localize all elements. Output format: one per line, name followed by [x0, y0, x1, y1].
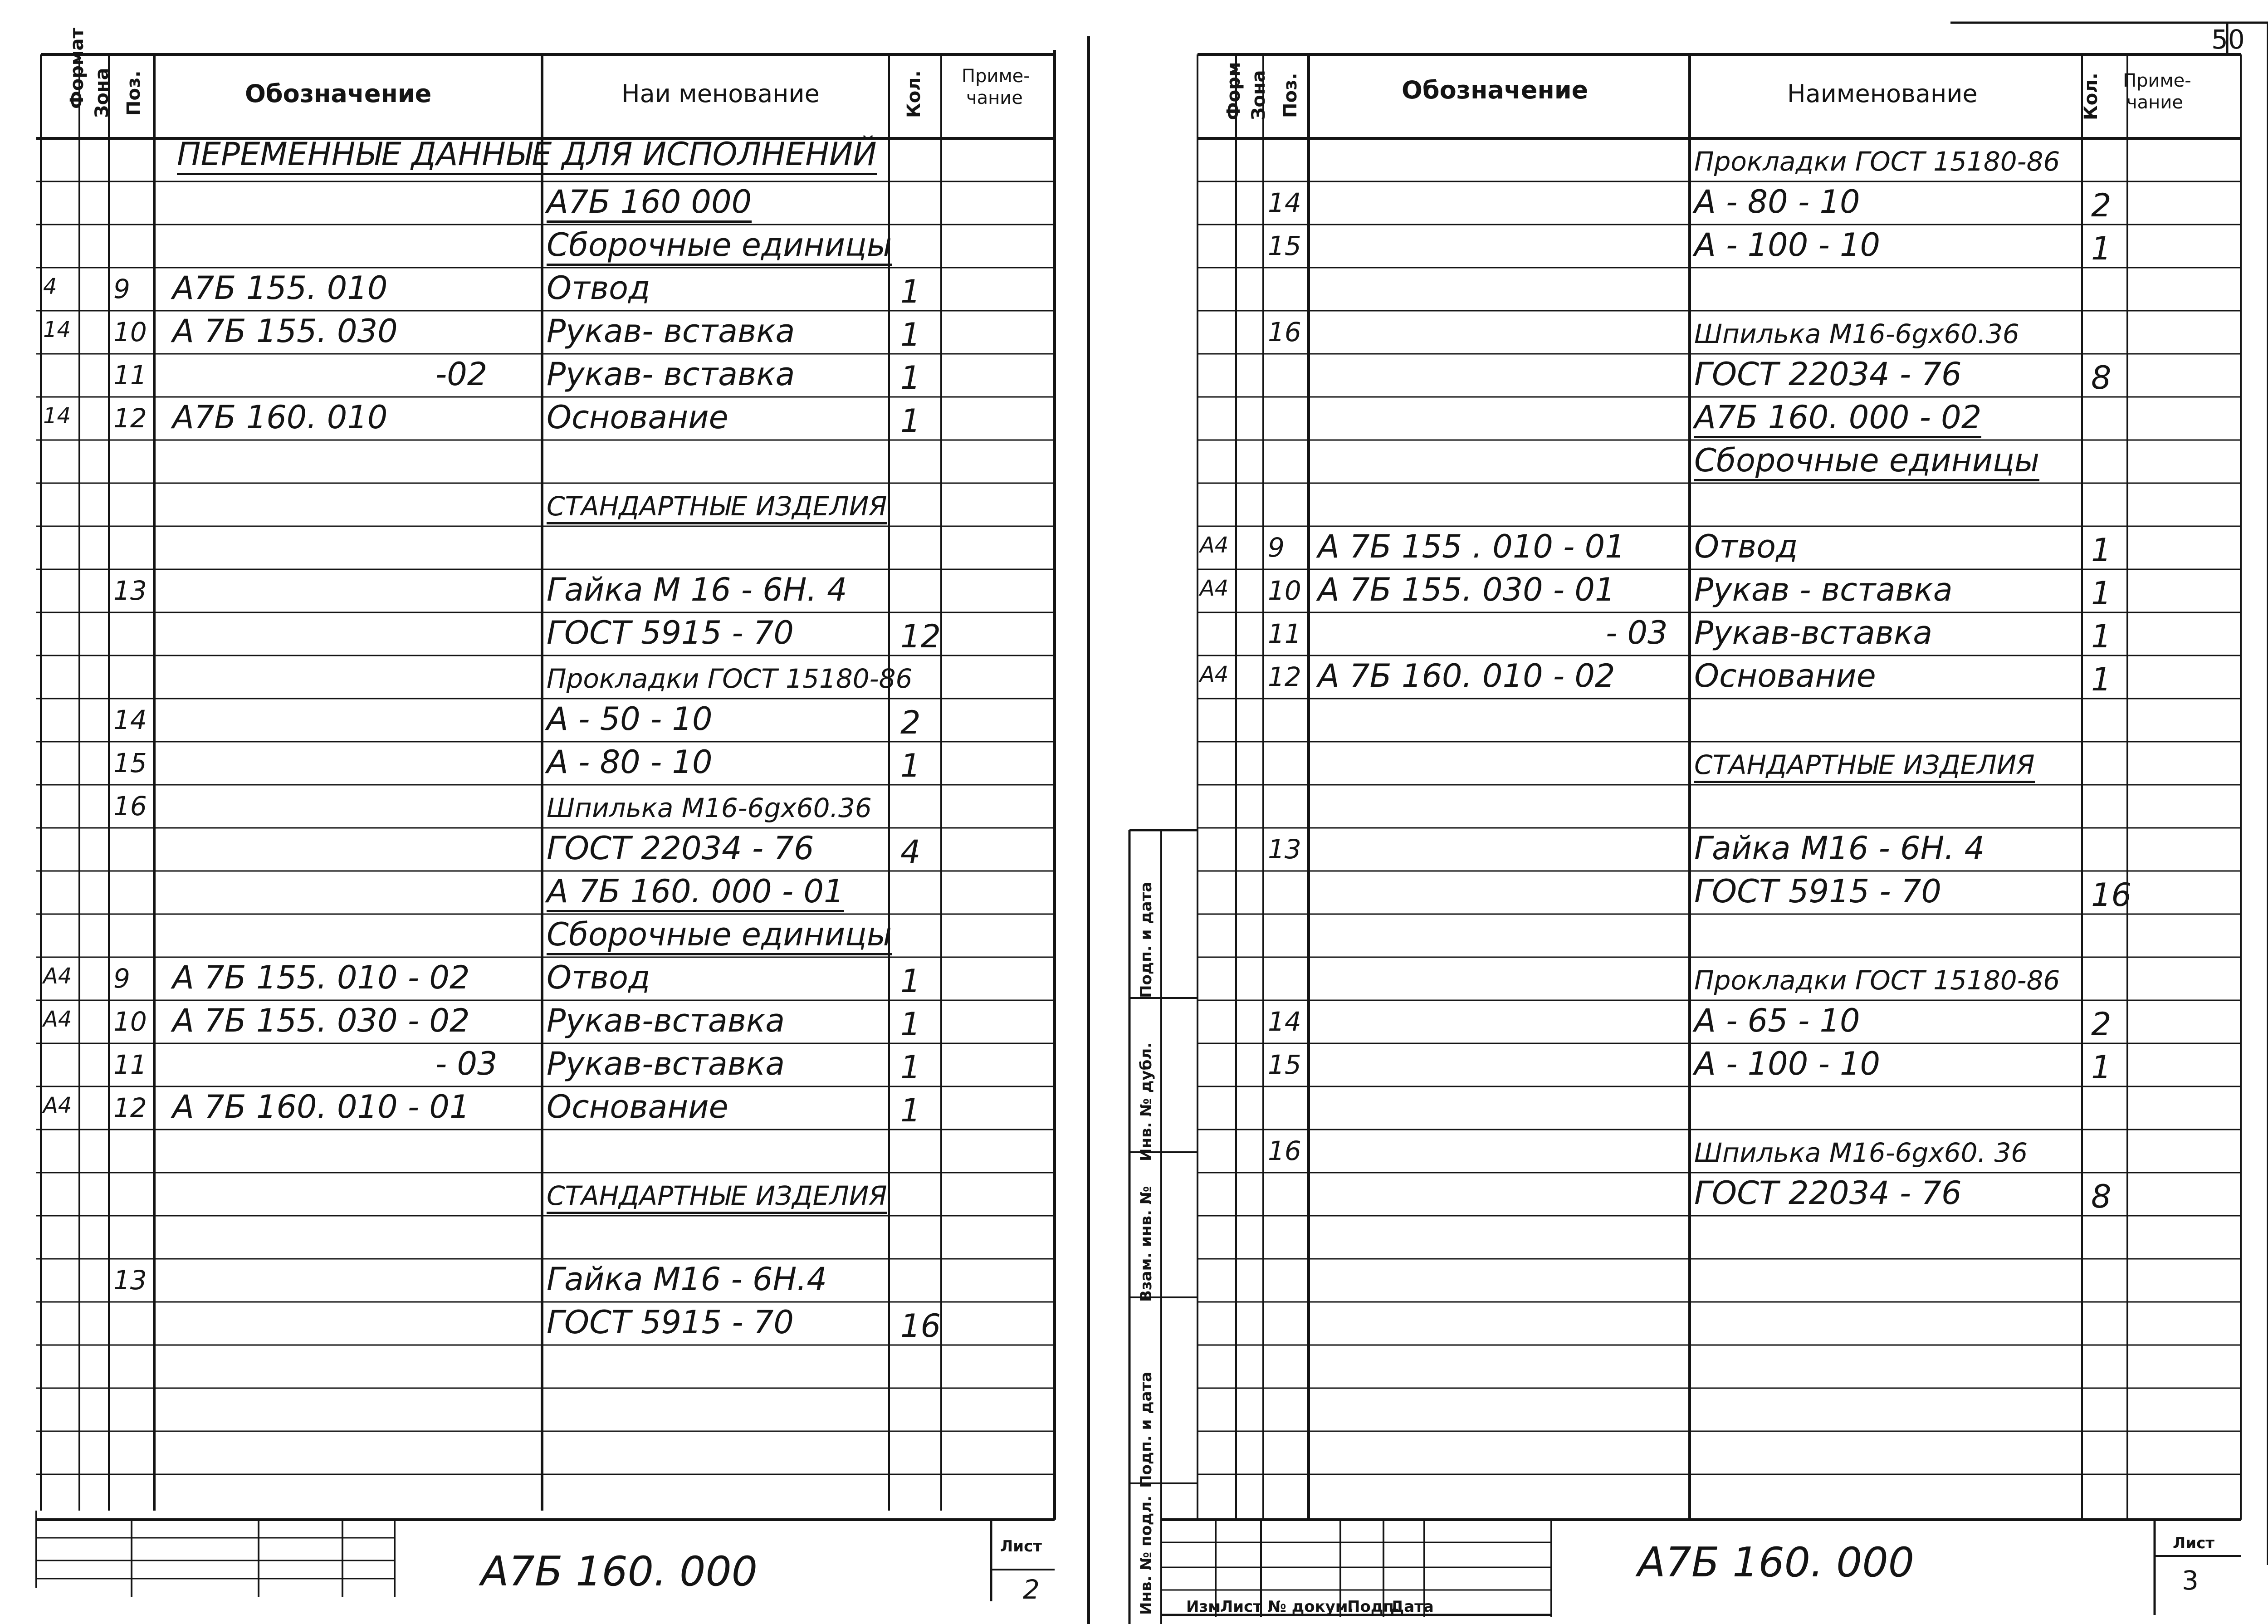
- row-format: А4: [43, 1093, 72, 1118]
- row-designation: А 7Б 155 . 010 - 01: [1318, 528, 1625, 565]
- row-position: 13: [113, 1265, 147, 1296]
- row-position: 9: [113, 274, 130, 304]
- row-position: 11: [113, 360, 147, 391]
- row-designation: А 7Б 160. 010 - 02: [1318, 657, 1615, 695]
- row-name: А - 65 - 10: [1694, 1002, 1860, 1039]
- row-position: 12: [1268, 661, 1301, 692]
- right-sheet-label: Лист: [2173, 1534, 2214, 1552]
- row-quantity: 4: [900, 833, 921, 871]
- row-position: 9: [113, 963, 130, 994]
- row-designation: А 7Б 155. 010 - 02: [172, 959, 470, 996]
- header-note-1: Приме-: [962, 66, 1030, 87]
- row-position: 10: [113, 1006, 147, 1037]
- row-name: Сборочные единицы: [1694, 445, 2039, 481]
- row-position: 15: [113, 748, 147, 778]
- row-format: А4: [43, 1007, 72, 1032]
- row-name: Рукав- вставка: [547, 356, 795, 393]
- row-name: А - 100 - 10: [1694, 226, 1881, 264]
- row-quantity: 1: [2091, 230, 2112, 267]
- row-name: ГОСТ 5915 - 70: [547, 614, 794, 651]
- row-format: А4: [1200, 662, 1229, 687]
- row-quantity: 1: [2091, 1049, 2112, 1086]
- row-designation: А 7Б 155. 030: [172, 313, 398, 350]
- side-label-orig-inv: Инв. № подл.: [1137, 1495, 1155, 1615]
- row-name: А - 100 - 10: [1694, 1045, 1881, 1082]
- row-quantity: 16: [2091, 876, 2132, 914]
- row-name: Рукав-вставка: [547, 1045, 785, 1082]
- row-position: 16: [1268, 317, 1301, 347]
- row-position: 13: [1268, 834, 1301, 865]
- row-quantity: 1: [2091, 618, 2112, 655]
- row-designation: А 7Б 155. 030 - 01: [1318, 571, 1615, 608]
- row-quantity: 16: [900, 1307, 941, 1345]
- row-designation: - 03: [435, 1045, 498, 1082]
- row-designation: -02: [435, 356, 488, 393]
- row-quantity: 1: [2091, 532, 2112, 569]
- row-position: 10: [113, 317, 147, 347]
- row-name: Шпилька М16-6gх60. 36: [1694, 1137, 2028, 1168]
- row-designation: - 03: [1606, 614, 1668, 651]
- side-label-dup-inv: Инв. № дубл.: [1137, 1042, 1155, 1161]
- row-name: Гайка М16 - 6Н.4: [547, 1261, 827, 1298]
- row-position: 12: [113, 403, 147, 434]
- row-designation: А 7Б 155. 030 - 02: [172, 1002, 470, 1039]
- header-note-right-1: Приме-: [2123, 70, 2191, 91]
- row-designation: А7Б 160. 010: [172, 399, 388, 436]
- left-sheet: [0, 0, 1098, 1624]
- row-format: 14: [43, 403, 71, 429]
- page-number: 50: [2211, 24, 2245, 55]
- row-name: Отвод: [547, 269, 650, 307]
- row-name: ГОСТ 22034 - 76: [1694, 1174, 1962, 1212]
- row-name: ГОСТ 22034 - 76: [1694, 356, 1962, 393]
- row-quantity: 1: [900, 963, 921, 1000]
- row-position: 11: [113, 1049, 147, 1080]
- row-name: Прокладки ГОСТ 15180-86: [1694, 965, 2060, 996]
- row-format: 4: [43, 274, 57, 299]
- row-designation: А 7Б 160. 010 - 01: [172, 1088, 470, 1125]
- header-name: Наи менование: [621, 79, 820, 108]
- row-position: 11: [1268, 618, 1301, 649]
- row-name: Рукав-вставка: [547, 1002, 785, 1039]
- row-quantity: 1: [900, 1049, 921, 1086]
- row-position: 10: [1268, 575, 1301, 606]
- row-name: Гайка М16 - 6Н. 4: [1694, 830, 1985, 867]
- row-name: ГОСТ 5915 - 70: [1694, 873, 1941, 910]
- row-format: А4: [43, 964, 72, 989]
- row-name: А - 50 - 10: [547, 700, 713, 738]
- row-name: Отвод: [547, 959, 650, 996]
- row-quantity: 2: [2091, 187, 2112, 224]
- row-name: Шпилька М16-6gх60.36: [1694, 318, 2019, 349]
- row-name: Гайка М 16 - 6Н. 4: [547, 571, 847, 608]
- tb-col-date: Дата: [1390, 1598, 1434, 1616]
- header-note-right-2: чание: [2126, 92, 2183, 113]
- row-quantity: 12: [900, 618, 941, 655]
- header-note-2: чание: [966, 88, 1023, 108]
- left-title-doc: А7Б 160. 000: [481, 1548, 758, 1595]
- row-format: А4: [1200, 576, 1229, 601]
- row-name: Основание: [547, 1088, 728, 1125]
- side-label-repl-inv: Взам. инв. №: [1137, 1186, 1155, 1302]
- header-qty: Кол.: [904, 70, 924, 118]
- row-name: Отвод: [1694, 528, 1798, 565]
- row-position: 14: [1268, 1006, 1301, 1037]
- row-name: А - 80 - 10: [547, 744, 713, 781]
- row-name: Основание: [547, 399, 728, 436]
- row-name: Прокладки ГОСТ 15180-86: [1694, 146, 2060, 177]
- side-label-sign-date-1: Подп. и дата: [1137, 881, 1155, 998]
- row-quantity: 2: [900, 704, 921, 741]
- row-position: 9: [1268, 532, 1285, 563]
- side-label-sign-date-2: Подп. и дата: [1137, 1371, 1155, 1488]
- row-name: СТАНДАРТНЫЕ ИЗДЕЛИЯ: [547, 493, 887, 524]
- row-name: ГОСТ 22034 - 76: [547, 830, 814, 867]
- header-designation: Обозначение: [245, 79, 432, 108]
- row-position: 12: [113, 1092, 147, 1123]
- header-designation-right: Обозначение: [1402, 76, 1589, 104]
- header-zone: Зона: [92, 68, 112, 118]
- row-quantity: 1: [900, 1092, 921, 1129]
- row-position: 15: [1268, 1049, 1301, 1080]
- row-position: 14: [1268, 187, 1301, 218]
- row-name: Сборочные единицы: [547, 229, 892, 266]
- tb-col-sign: Подп.: [1347, 1598, 1400, 1616]
- row-name: Основание: [1694, 657, 1876, 695]
- right-title-doc: А7Б 160. 000: [1637, 1539, 1914, 1586]
- row-quantity: 1: [900, 273, 921, 310]
- row-name: Рукав- вставка: [547, 313, 795, 350]
- row-quantity: 8: [2091, 359, 2112, 396]
- row-quantity: 1: [900, 747, 921, 784]
- row-name: СТАНДАРТНЫЕ ИЗДЕЛИЯ: [547, 1183, 887, 1214]
- row-quantity: 1: [900, 1006, 921, 1043]
- row-position: 15: [1268, 230, 1301, 261]
- row-name: А - 80 - 10: [1694, 183, 1860, 220]
- row-name: Прокладки ГОСТ 15180-86: [547, 663, 913, 694]
- left-sheet-label: Лист: [1000, 1537, 1042, 1556]
- row-position: 13: [113, 575, 147, 606]
- left-sheet-number: 2: [1023, 1574, 1040, 1605]
- header-zone-right: Зона: [1248, 70, 1269, 120]
- row-quantity: 1: [900, 316, 921, 353]
- row-position: 16: [113, 791, 147, 822]
- row-quantity: 1: [900, 402, 921, 440]
- row-name: А7Б 160. 000 - 02: [1694, 401, 1981, 438]
- tb-col-list: Лист: [1220, 1598, 1262, 1616]
- section-title: ПЕРЕМЕННЫЕ ДАННЫЕ ДЛЯ ИСПОЛНЕНИЙ: [177, 138, 877, 175]
- header-name-right: Наименование: [1787, 79, 1978, 108]
- header-pos: Поз.: [123, 70, 144, 116]
- row-format: А4: [1200, 533, 1229, 558]
- row-name: Рукав - вставка: [1694, 571, 1953, 608]
- row-quantity: 1: [2091, 575, 2112, 612]
- row-position: 16: [1268, 1135, 1301, 1166]
- row-quantity: 1: [2091, 661, 2112, 698]
- header-pos-right: Поз.: [1280, 73, 1301, 118]
- row-name: Шпилька М16-6gх60.36: [547, 792, 872, 823]
- row-name: ГОСТ 5915 - 70: [547, 1304, 794, 1341]
- right-sheet: [1111, 0, 2268, 1624]
- row-quantity: 2: [2091, 1006, 2112, 1043]
- row-format: 14: [43, 317, 71, 342]
- header-qty-right: Кол.: [2081, 73, 2102, 120]
- row-name: СТАНДАРТНЫЕ ИЗДЕЛИЯ: [1694, 752, 2035, 783]
- row-name: Рукав-вставка: [1694, 614, 1933, 651]
- tb-col-izm: Изм: [1186, 1598, 1221, 1616]
- row-name: А 7Б 160. 000 - 01: [547, 876, 844, 912]
- row-name: Сборочные единицы: [547, 919, 892, 955]
- header-format-right: Форм: [1223, 62, 1244, 120]
- row-designation: А7Б 155. 010: [172, 269, 388, 307]
- row-name: А7Б 160 000: [547, 186, 752, 223]
- row-quantity: 1: [900, 359, 921, 396]
- header-format: Формат: [67, 28, 88, 109]
- right-sheet-number: 3: [2182, 1565, 2199, 1596]
- row-quantity: 8: [2091, 1178, 2112, 1215]
- tb-col-doc: № докум.: [1268, 1598, 1354, 1616]
- row-position: 14: [113, 704, 147, 735]
